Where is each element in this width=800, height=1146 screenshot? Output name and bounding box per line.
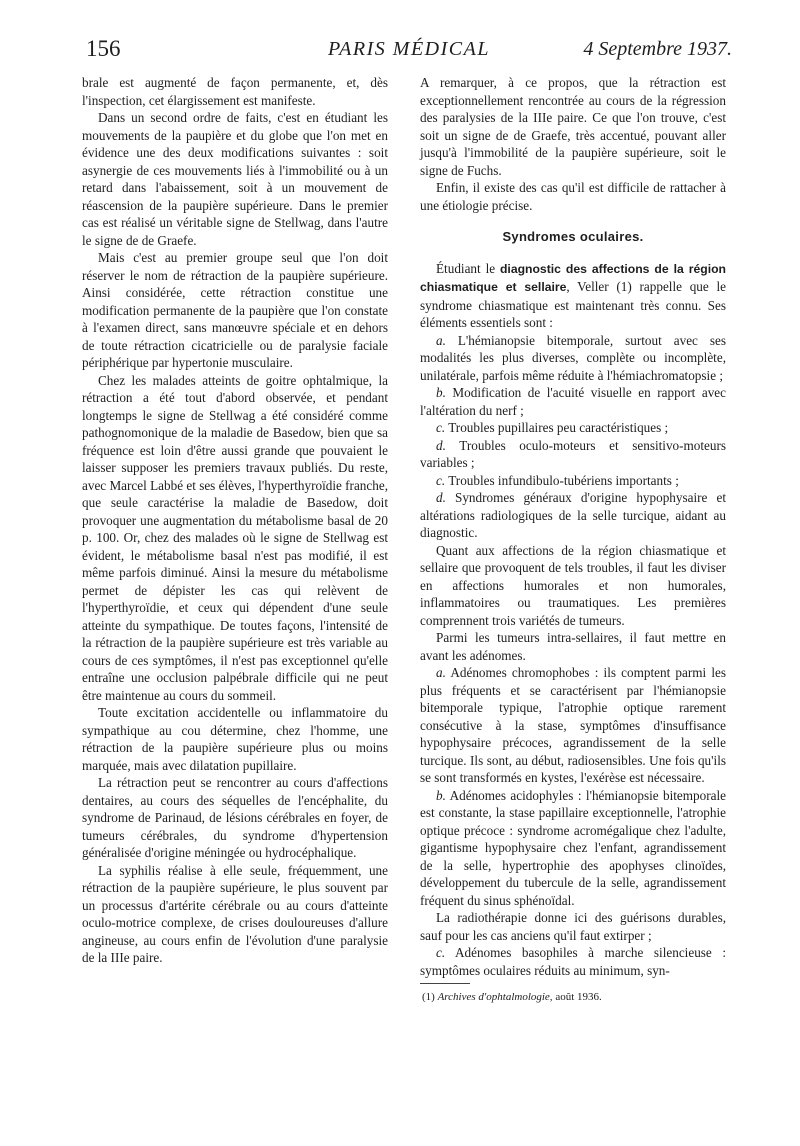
running-header bbox=[86, 36, 732, 68]
item-letter: d. bbox=[436, 437, 446, 453]
paragraph: La radiothérapie donne ici des guérisons durables, sauf pour les cas anciens qu'il faut extirper ; bbox=[420, 910, 726, 943]
text-run: , Veller (1) rappelle que le syndrome chiasmatique est maintenant très connu. Ses éléments essentiels sont : bbox=[420, 279, 726, 330]
item-letter: c. bbox=[436, 945, 446, 960]
list-item bbox=[420, 787, 726, 910]
list-item bbox=[420, 489, 726, 542]
item-text: Adénomes basophiles à marche silencieuse : symptômes oculaires réduits au minimum, syn- bbox=[420, 945, 726, 978]
text-run: Étudiant le bbox=[436, 260, 496, 276]
list-item bbox=[420, 419, 726, 437]
page-number: 156 bbox=[86, 36, 121, 61]
item-letter: b. bbox=[436, 787, 446, 803]
section-heading: Syndromes oculaires. bbox=[502, 229, 644, 244]
item-text: Troubles pupillaires peu caractéristiques ; bbox=[448, 420, 669, 435]
issue-date: 4 Septembre 1937. bbox=[583, 38, 732, 60]
footnote bbox=[420, 990, 726, 1004]
item-text: Troubles oculo-moteurs et sensitivo-moteurs variables ; bbox=[420, 437, 727, 470]
paragraph: Quant aux affections de la région chiasmatique et sellaire que provoquent de tels troubles, il faut les diviser en affections humorales et non humorales, inflammatoires ou traumatiques. Les premières comprennent trois variétés de tumeurs. bbox=[420, 542, 726, 628]
paragraph: Toute excitation accidentelle ou inflammatoire du sympathique au cou détermine, chez l'homme, une rétraction de la paupière supérieure plus ou moins marquée, mais avec dilatation pupillaire. bbox=[82, 705, 388, 773]
left-column bbox=[82, 74, 388, 967]
item-letter: c. bbox=[436, 420, 446, 435]
paragraph: Enfin, il existe des cas qu'il est difficile de rattacher à une étiologie précise. bbox=[420, 180, 726, 213]
item-text: L'hémianopsie bitemporale, surtout avec ses modalités les plus diverses, complète ou incomplète, unilatérale, parfois même réduite à l'hémiachromatopsie ; bbox=[420, 332, 726, 383]
item-letter: a. bbox=[436, 665, 446, 680]
paragraph: Mais c'est au premier groupe seul que l'on doit réserver le nom de rétraction de la paupière supérieure. Ainsi considérée, cette rétraction constitue une modification permanente de la paupière que l'on constate à l'examen direct, sans manœuvre spéciale et en dehors de toute rétraction cicatricielle ou de paralysie faciale périphérique par hypertonie musculaire. bbox=[82, 250, 388, 370]
paragraph: La syphilis réalise à elle seule, fréquemment, une rétraction de la paupière supérieure, le plus souvent par un processus d'artérite cérébrale ou au cours d'atteinte oculo-motrice complexe, de crises douloureuses d'allure angineuse, au cours enfin de l'évolution d'une paralysie de la IIIe paire. bbox=[82, 862, 388, 965]
item-letter: b. bbox=[436, 385, 446, 400]
paragraph: Dans un second ordre de faits, c'est en étudiant les mouvements de la paupière et du globe que l'on met en évidence une des deux modifications suivantes : soit asynergie de ces mouvements liés à l'immobilité ou à un retard dans l'abaissement, soit à un mouvement de réascension de la paupière supérieure. Dans le premier cas est réalisé un véritable signe de Stellwag, dans l'autre le signe de de Graefe. bbox=[82, 110, 388, 248]
item-letter: d. bbox=[436, 490, 446, 505]
item-text: Adénomes chromophobes : ils comptent parmi les plus fréquents et se caractérisent par l'hémianopsie bitemporale typique, l'atrophie optique rarement consécutive à la stase, symptômes d'insuffisance hypophysaire précoces, agrandissement de la selle turcique. Ils sont, au début, radiosensibles. Une fois qu'ils se sont transformés en kystes, l'exérèse est nécessaire. bbox=[420, 665, 726, 785]
footnote-date: août 1936. bbox=[555, 991, 602, 1003]
bold-phrase: diagnostic des affections de la région chiasmatique et sellaire bbox=[420, 261, 726, 294]
item-text: Adénomes acidophyles : l'hémianopsie bitemporale est constante, la stase papillaire exceptionnelle, l'atrophie optique précoce : syndrome acromégalique chez l'adulte, gigantisme hypophysaire chez l'enfant, agrandissement de la selle, hypertrophie des apophyses clinoïdes, développement du tubercule de la selle, agrandissement fréquent du sinus sphénoïdal. bbox=[420, 787, 726, 908]
list-item bbox=[420, 384, 726, 419]
journal-title: PARIS MÉDICAL bbox=[328, 38, 490, 60]
right-column bbox=[420, 74, 726, 1004]
item-letter: c. bbox=[436, 472, 446, 488]
paragraph bbox=[420, 260, 726, 332]
list-item bbox=[420, 472, 726, 490]
item-text: Syndromes généraux d'origine hypophysaire et altérations radiologiques de la selle turcique, aidant au diagnostic. bbox=[420, 490, 726, 540]
item-text: Troubles infundibulo-tubériens importants ; bbox=[448, 472, 679, 488]
paragraph: Parmi les tumeurs intra-sellaires, il faut mettre en avant les adénomes. bbox=[420, 630, 726, 663]
paragraph: A remarquer, à ce propos, que la rétraction est exceptionnellement rencontrée au cours de la régression des paralysies de la IIIe paire. Ce que l'on trouve, c'est soit un signe de de Graefe, très accentué, pouvant aller jusqu'à l'immobilité de la paupière supérieure, soit le signe de Fuchs. bbox=[420, 75, 726, 178]
footnote-number: (1) bbox=[422, 991, 435, 1003]
list-item bbox=[420, 664, 726, 787]
paragraph: brale est augmenté de façon permanente, et, dès l'inspection, cet élargissement est manifeste. bbox=[82, 75, 388, 108]
paragraph: La rétraction peut se rencontrer au cours d'affections dentaires, au cours des séquelles de l'encéphalite, du syndrome de Parinaud, de lésions cérébrales en foyer, de tumeurs cérébrales, du syndrome d'hypertension généralisée d'origine méningée ou hydrocéphalique. bbox=[82, 775, 388, 860]
list-item bbox=[420, 332, 726, 385]
item-text: Modification de l'acuité visuelle en rapport avec l'altération du nerf ; bbox=[420, 385, 726, 418]
footnote-source: Archives d'ophtalmologie, bbox=[437, 991, 553, 1003]
footnote-rule bbox=[420, 983, 470, 984]
paragraph: Chez les malades atteints de goitre ophtalmique, la rétraction a été tout d'abord observée, et pendant longtemps le signe de Stellwag a été considéré comme pathognomonique de la maladie de Basedow, bien que sa fréquence est loin d'être aussi grande que pouvaient le laisser supposer les premiers travaux publiés. Du reste, avec Marcel Labbé et ses élèves, l'hyperthyroïdie franche, que seule caractérise la maladie de Basedow, doit provoquer une augmentation du métabolisme basal de 20 p. 100. Or, chez des malades où le signe de Stellwag est évident, le métabolisme basal n'est pas modifié, il est même parfois diminué. Ainsi la mesure du métabolisme permet de dépister les cas qui relèvent de l'hyperthyroïdie, et ceux qui dépendent d'une seule atteinte du sympathique. De toutes façons, l'intensité de la rétraction de la paupière supérieure est très variable au cours de ces symptômes, il n'est pas exceptionnel qu'elle entraîne une occlusion palpébrale difficile qui ne peut être maintenue au cours du sommeil. bbox=[82, 372, 388, 703]
item-letter: a. bbox=[436, 332, 446, 348]
list-item bbox=[420, 944, 726, 979]
list-item bbox=[420, 437, 726, 472]
